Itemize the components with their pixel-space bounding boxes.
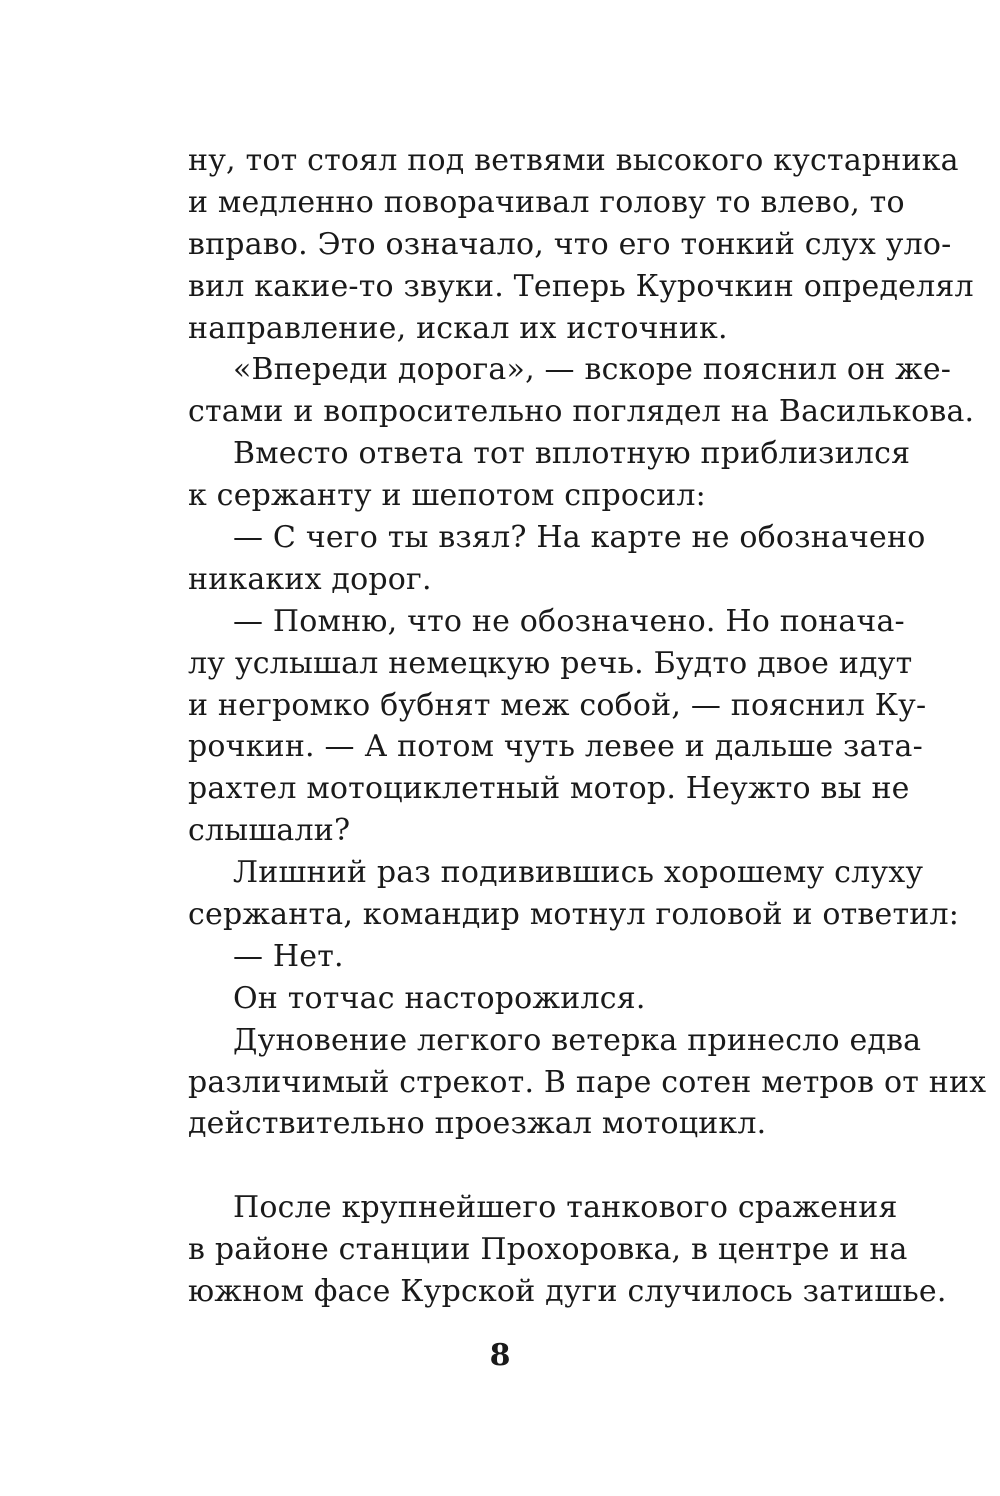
paragraph: [188, 1020, 987, 1146]
text-line: южном фасе Курской дуги случилось затишье.: [188, 1274, 947, 1310]
text-line: вил какие-то звуки. Теперь Курочкин определял: [188, 268, 974, 304]
dialogue-line: — Помню, что не обозначено. Но понача-: [233, 603, 905, 639]
text-line: Дуновение легкого ветерка принесло едва: [233, 1022, 922, 1058]
text-line: в районе станции Прохоровка, в центре и на: [188, 1232, 908, 1268]
text-line: и медленно поворачивал голову то влево, то: [188, 184, 905, 220]
paragraph: [188, 517, 926, 601]
dialogue-line: — Нет.: [233, 938, 344, 974]
page-body: [188, 140, 987, 1313]
text-line: «Впереди дорога», — вскоре пояснил он же-: [233, 352, 952, 388]
text-line: к сержанту и шепотом спросил:: [188, 478, 706, 514]
text-line: и негромко бубнят меж собой, — пояснил Ку-: [188, 687, 927, 723]
paragraph: [188, 1187, 947, 1313]
text-line: действительно проезжал мотоцикл.: [188, 1106, 767, 1142]
paragraph: [188, 349, 975, 433]
paragraph: [188, 140, 974, 349]
text-line: направление, искал их источник.: [188, 310, 728, 346]
text-line: вправо. Это означало, что его тонкий слух уло-: [188, 226, 952, 262]
text-line: Он тотчас насторожился.: [233, 980, 646, 1016]
text-line: различимый стрекот. В паре сотен метров от них: [188, 1064, 987, 1100]
dialogue-line: — С чего ты взял? На карте не обозначено: [233, 520, 926, 556]
text-line: сержанта, командир мотнул головой и ответил:: [188, 897, 960, 933]
text-line: После крупнейшего танкового сражения: [233, 1190, 898, 1226]
paragraph: [188, 978, 882, 1020]
paragraph: [188, 601, 927, 852]
text-line: слышали?: [188, 813, 351, 849]
text-line: Вместо ответа тот вплотную приблизился: [233, 436, 911, 472]
text-line: рочкин. — А потом чуть левее и дальше зата-: [188, 729, 923, 765]
text-line: лу услышал немецкую речь. Будто двое идут: [188, 645, 913, 681]
section-break: [188, 1145, 882, 1187]
paragraph: [188, 852, 960, 936]
text-line: никаких дорог.: [188, 561, 432, 597]
paragraph: [188, 936, 882, 978]
text-line: рахтел мотоциклетный мотор. Неужто вы не: [188, 771, 910, 807]
text-line: Лишний раз подивившись хорошему слуху: [233, 855, 924, 891]
page-number: 8: [489, 1338, 511, 1373]
paragraph: [188, 433, 911, 517]
text-line: ну, тот стоял под ветвями высокого кустарника: [188, 143, 959, 178]
text-line: стами и вопросительно поглядел на Василькова.: [188, 394, 975, 430]
